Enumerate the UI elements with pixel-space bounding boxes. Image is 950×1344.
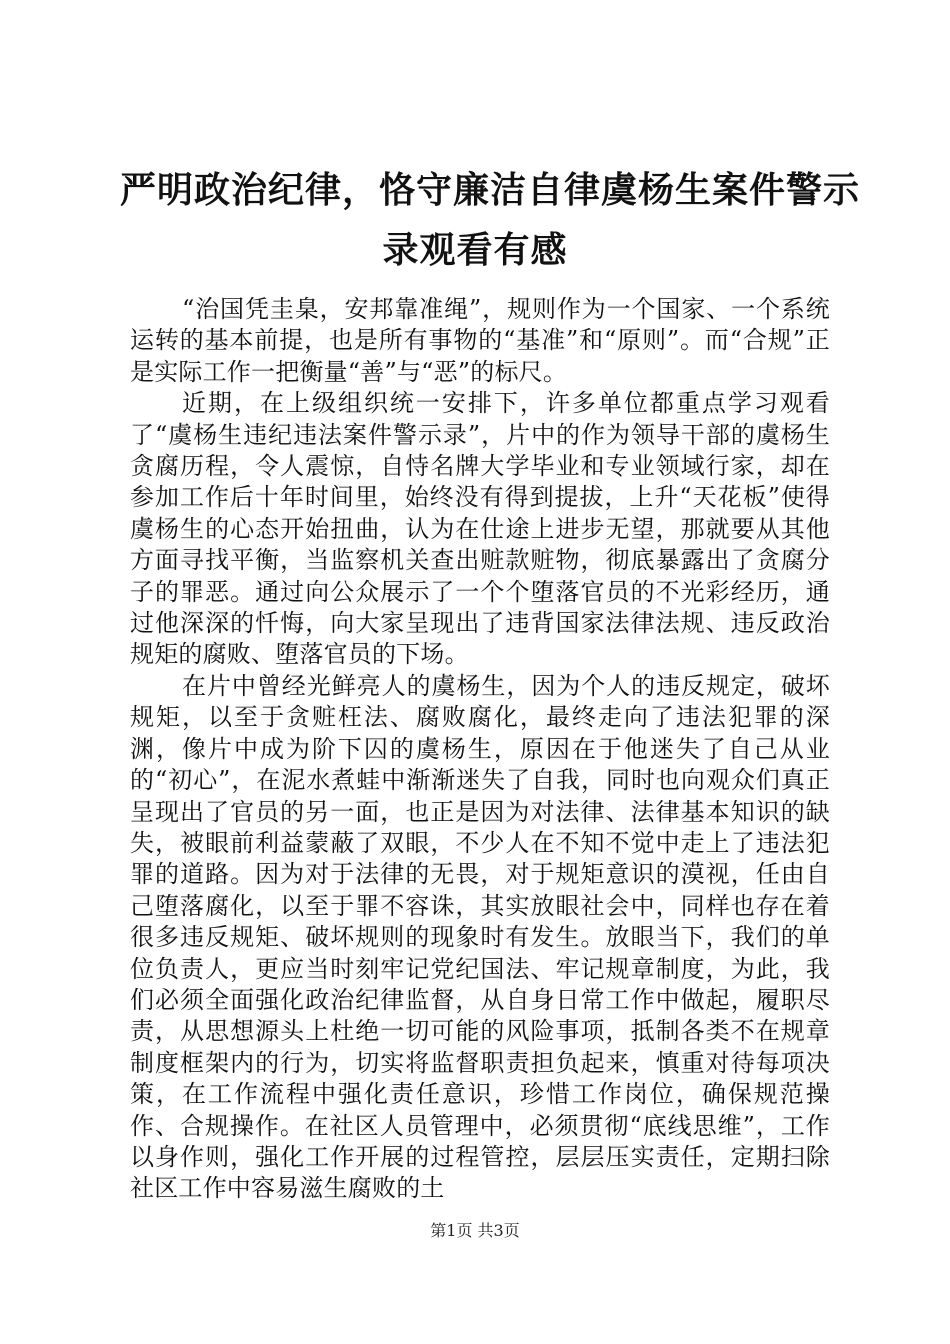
paragraph-2: 近期，在上级组织统一安排下，许多单位都重点学习观看了“虞杨生违纪违法案件警示录”，片中的作为领导干部的虞杨生贪腐历程，令人震惊，自恃名牌大学毕业和专业领域行家，却在参加工作后十年时间里，始终没有得到提拔，上升“天花板”使得虞杨生的心态开始扭曲，认为在仕途上进步无望，那就要从其他方面寻找平衡，当监察机关查出赃款赃物，彻底暴露出了贪腐分子的罪恶。通过向公众展示了一个个堕落官员的不光彩经历，通过他深深的忏悔，向大家呈现出了违背国家法律法规、违反政治规矩的腐败、堕落官员的下场。 [130, 389, 830, 669]
document-body [130, 294, 830, 1205]
page-number-footer: 第1页 共3页 [430, 1221, 520, 1240]
paragraph-1: “治国凭圭臬，安邦靠准绳”，规则作为一个国家、一个系统运转的基本前提，也是所有事物的“基准”和“原则”。而“合规”正是实际工作一把衡量“善”与“恶”的标尺。 [130, 295, 830, 386]
document-title-line-2: 录观看有感 [382, 229, 568, 271]
document-title-line-1: 严明政治纪律，恪守廉洁自律虞杨生案件警示 [120, 169, 861, 211]
paragraph-3: 在片中曾经光鲜亮人的虞杨生，因为个人的违反规定，破坏规矩，以至于贪赃枉法、腐败腐化，最终走向了违法犯罪的深渊，像片中成为阶下囚的虞杨生，原因在于他迷失了自己从业的“初心”，在泥水煮蛙中渐渐迷失了自我，同时也向观众们真正呈现出了官员的另一面，也正是因为对法律、法律基本知识的缺失，被眼前利益蒙蔽了双眼，不少人在不知不觉中走上了违法犯罪的道路。因为对于法律的无畏，对于规矩意识的漠视，任由自己堕落腐化，以至于罪不容诛，其实放眼社会中，同样也存在着很多违反规矩、破坏规则的现象时有发生。放眼当下，我们的单位负责人，更应当时刻牢记党纪国法、牢记规章制度，为此，我们必须全面强化政治纪律监督，从自身日常工作中做起，履职尽责，从思想源头上杜绝一切可能的风险事项，抵制各类不在规章制度框架内的行为，切实将监督职责担负起来，慎重对待每项决策，在工作流程中强化责任意识，珍惜工作岗位，确保规范操作、合规操作。在社区人员管理中，必须贯彻“底线思维”，工作以身作则，强化工作开展的过程管控，层层压实责任，定期扫除社区工作中容易滋生腐败的土 [130, 671, 830, 1203]
